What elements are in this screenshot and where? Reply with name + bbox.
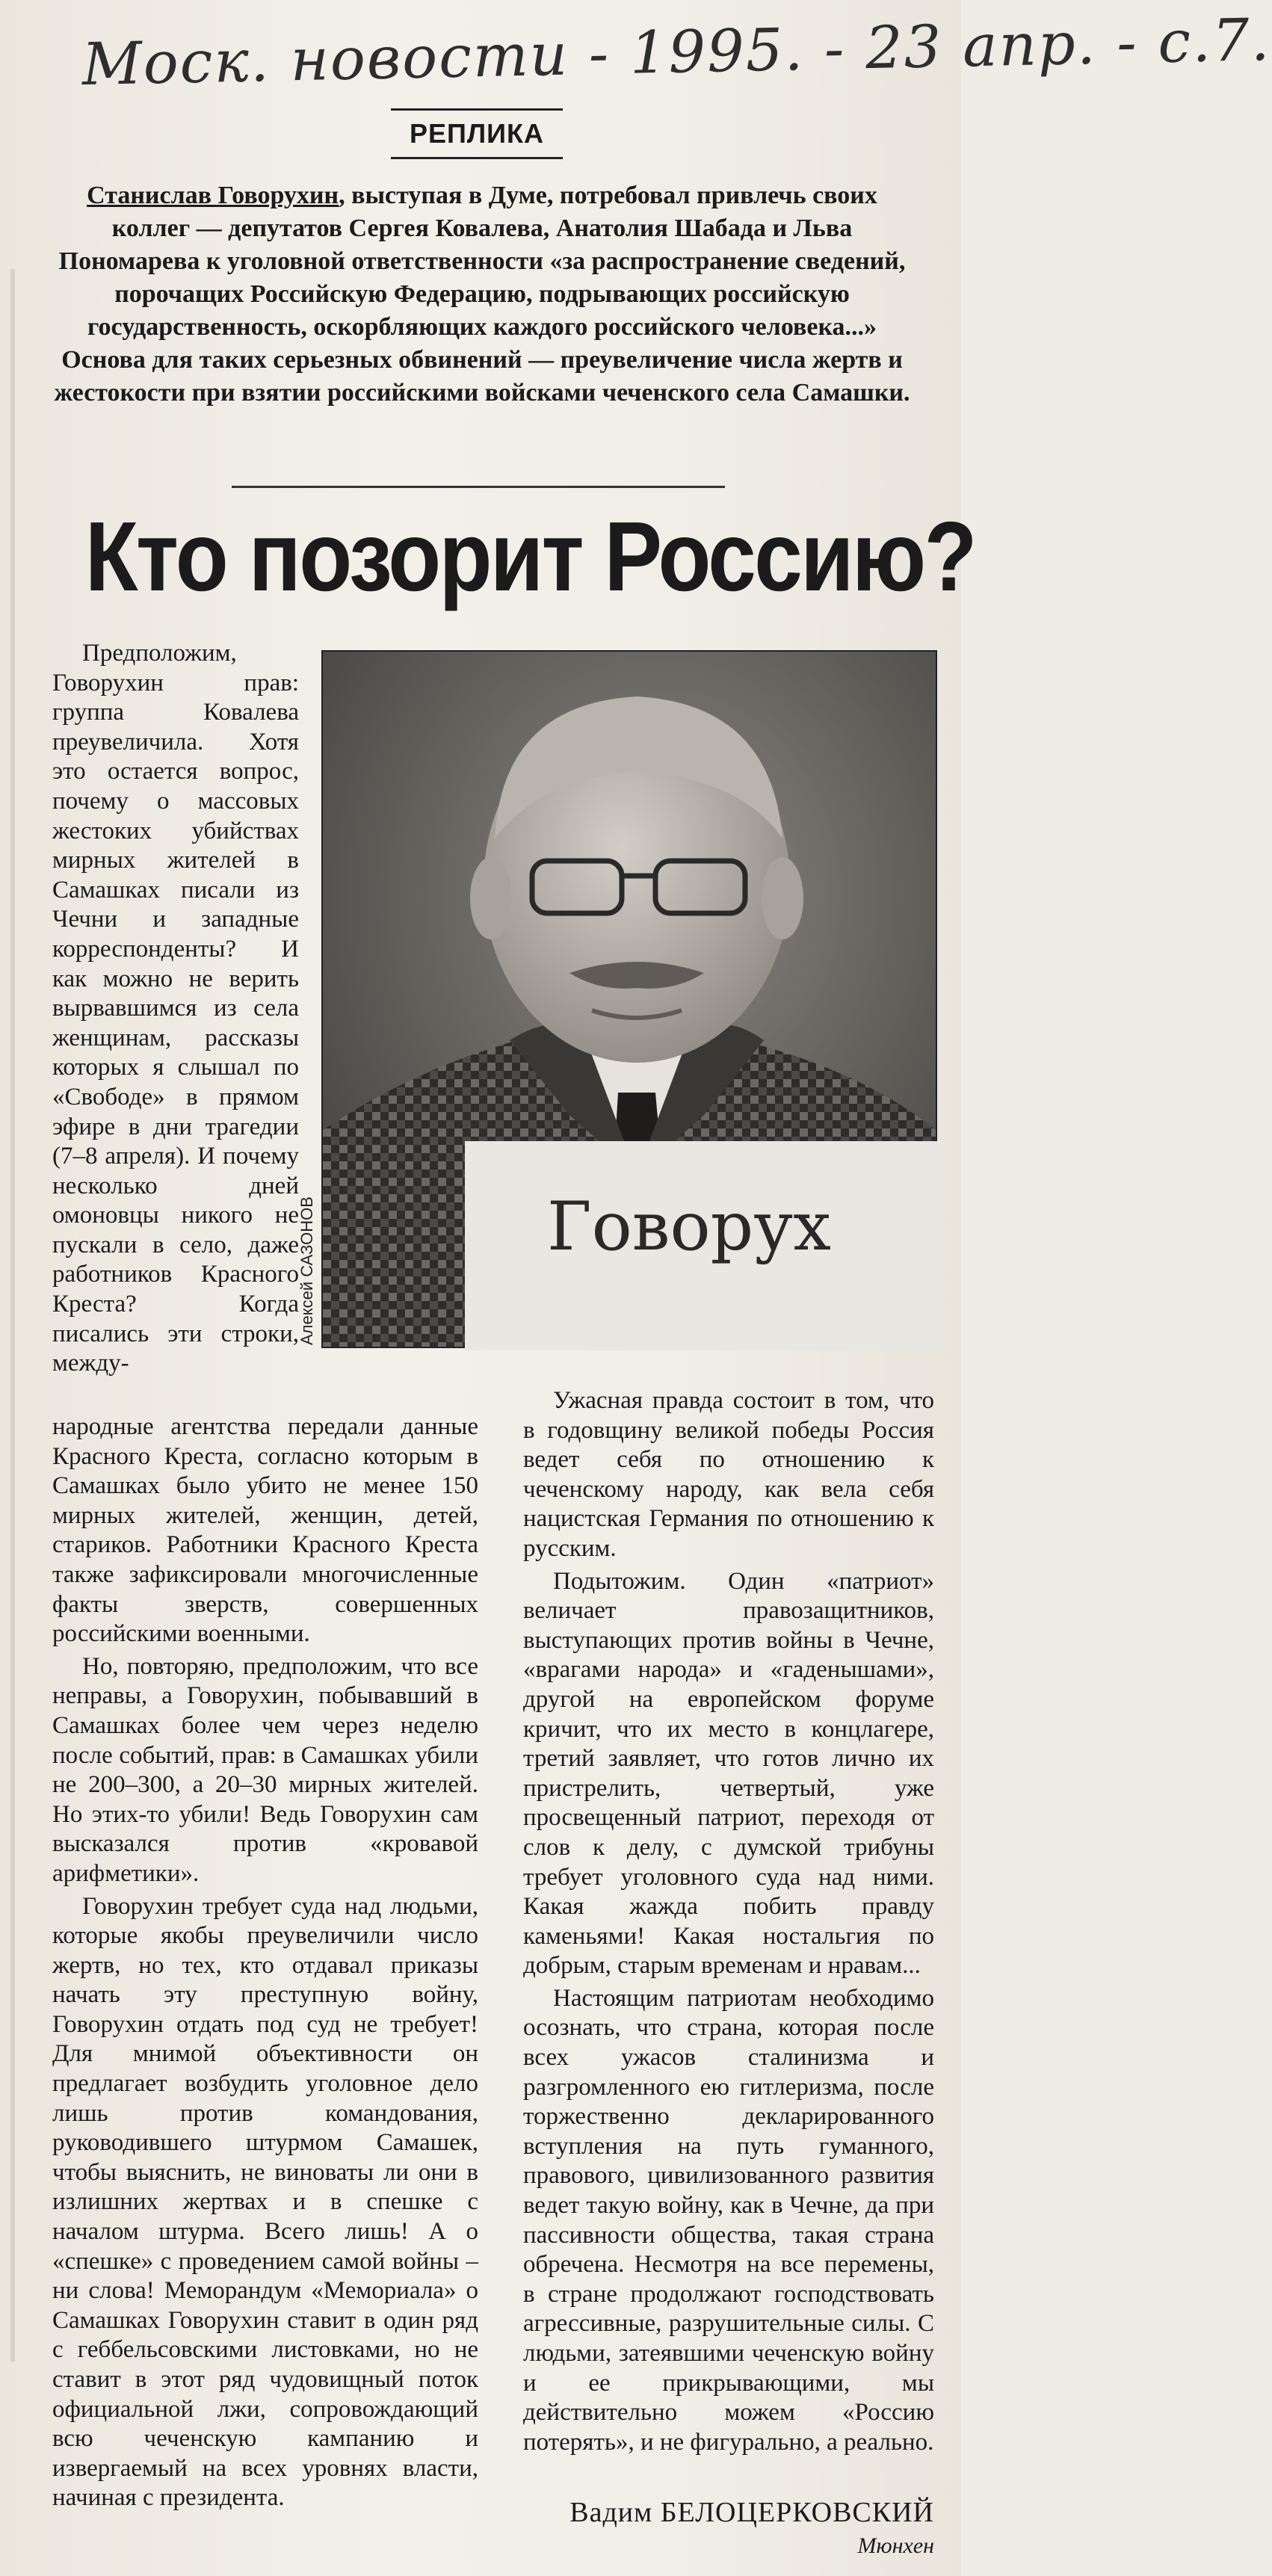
dateline-place: Мюнхен [857,2533,934,2558]
paragraph-4: Говорухин требует суда над людьми, которые якобы преувеличили число жертв, но тех, кто отдавал приказы начать эту преступную войну, Говорухин отдать под суд не требует! Для мнимой объективности он предлагает возбудить уголовное дело лишь против командования, руководившего штурмом Самашек, чтобы выяснить, не виноваты ли они в излишних жертвах и в спешке с началом штурма. Всего лишь! А о «спешке» с проведением самой войны – ни слова! Меморандум «Мемориала» о Самашках Говорухин ставит в один ряд с геббельсовскими листовками, но не ставит в этот ряд чудовищный поток официальной лжи, сопровождающий всю чеченскую кампанию и извергаемый на всех уровнях власти, начиная с президента. [52,1892,478,2512]
article-column-1-wide [52,1412,478,2513]
author-byline: Вадим БЕЛОЦЕРКОВСКИЙ [569,2497,934,2528]
paper-fold-shadow [10,269,15,2362]
separator-rule [232,486,725,488]
paragraph-7: Настоящим патриотам необходимо осознать, что страна, которая после всех ужасов сталинизма и разгромленного ею гитлеризма, после торжественно декларированного вступления на путь гуманного, правового, цивилизованного развития ведет такую войну, как в Чечне, да при пассивности общества, такая страна обречена. Несмотря на все перемены, в стране продолжают господствовать агрессивные, разрушительные силы. С людьми, затеявшими чеченскую войну и ее прикрывающими, мы действительно можем «Россию потерять», и не фигурально, а реально. [523,1984,934,2456]
paragraph-5: Ужасная правда состоит в том, что в годовщину великой победы Россия ведет себя по отношению к чеченскому народу, как вела себя нацистская Германия по отношению к русским. [523,1387,934,1562]
portrait-photo [321,650,937,1348]
article-column-1-narrow [52,639,299,1379]
article-headline: Кто позорит Россию? [84,501,975,611]
paragraph-1: Предположим, Говорухин прав: группа Ковалева преувеличила. Хотя это остается вопрос, почему о массовых жестоких убийствах мирных жителей в Самашках писали из Чечни и западные корреспонденты? И как можно не верить вырвавшимся из села женщинам, рассказы которых я слышал по «Свободе» в прямом эфире в дни трагедии (7–8 апреля). И почему несколько дней омоновцы никого не пускали в село, даже работников Красного Креста? Когда писались эти строки, между- [52,640,299,1377]
article-column-2 [523,1386,934,2457]
lead-text: , выступая в Думе, потребовал привлечь своих коллег — депутатов Сергея Ковалева, Анатолия Шабада и Льва Пономарева к уголовной ответственности «за распространение сведений, порочащих Российскую Федерацию, подрывающих российскую государственность, оскорбляющих каждого российского человека...» Основа для таких серьезных обвинений — преувеличение числа жертв и жестокости при взятии российскими войсками чеченского села Самашки. [54,182,910,407]
lead-paragraph [52,179,912,410]
paragraph-6: Подытожим. Один «патриот» величает правозащитников, выступающих против войны в Чечне, «врагами народа» и «гаденышами», другой на европейском форуме кричит, что их место в концлагере, третий заявляет, что готов лично их пристрелить, четвертый, уже просвещенный патриот, переходя от слов к делу, с думской трибуны требует уголовного суда над ними. Какая жажда побить правду каменьями! Какая ностальгия по добрым, старым временам и нравам... [523,1567,934,1980]
portrait-illustration [323,652,936,1347]
section-rubric: РЕПЛИКА [391,108,563,159]
photo-credit: Алексей САЗОНОВ [297,1196,316,1345]
handwritten-source-note: Моск. новости - 1995. - 23 апр. - с.7. [81,6,1272,99]
paragraph-3: Но, повторяю, предположим, что все неправы, а Говорухин, побывавший в Самашках более чем через неделю после событий, прав: в Самашках убили не 200–300, а 20–30 мирных жителей. Но этих-то убили! Ведь Говорухин сам высказался против «кровавой арифметики». [52,1652,478,1887]
paragraph-2: народные агентства передали данные Красного Креста, согласно которым в Самашках было убито не менее 150 мирных жителей, женщин, детей, стариков. Работники Красного Креста также зафиксировали многочисленные факты зверств, совершенных российскими военными. [52,1413,478,1648]
lead-name: Станислав Говорухин [87,182,339,209]
nameplate-text: Говорух [547,1187,831,1266]
